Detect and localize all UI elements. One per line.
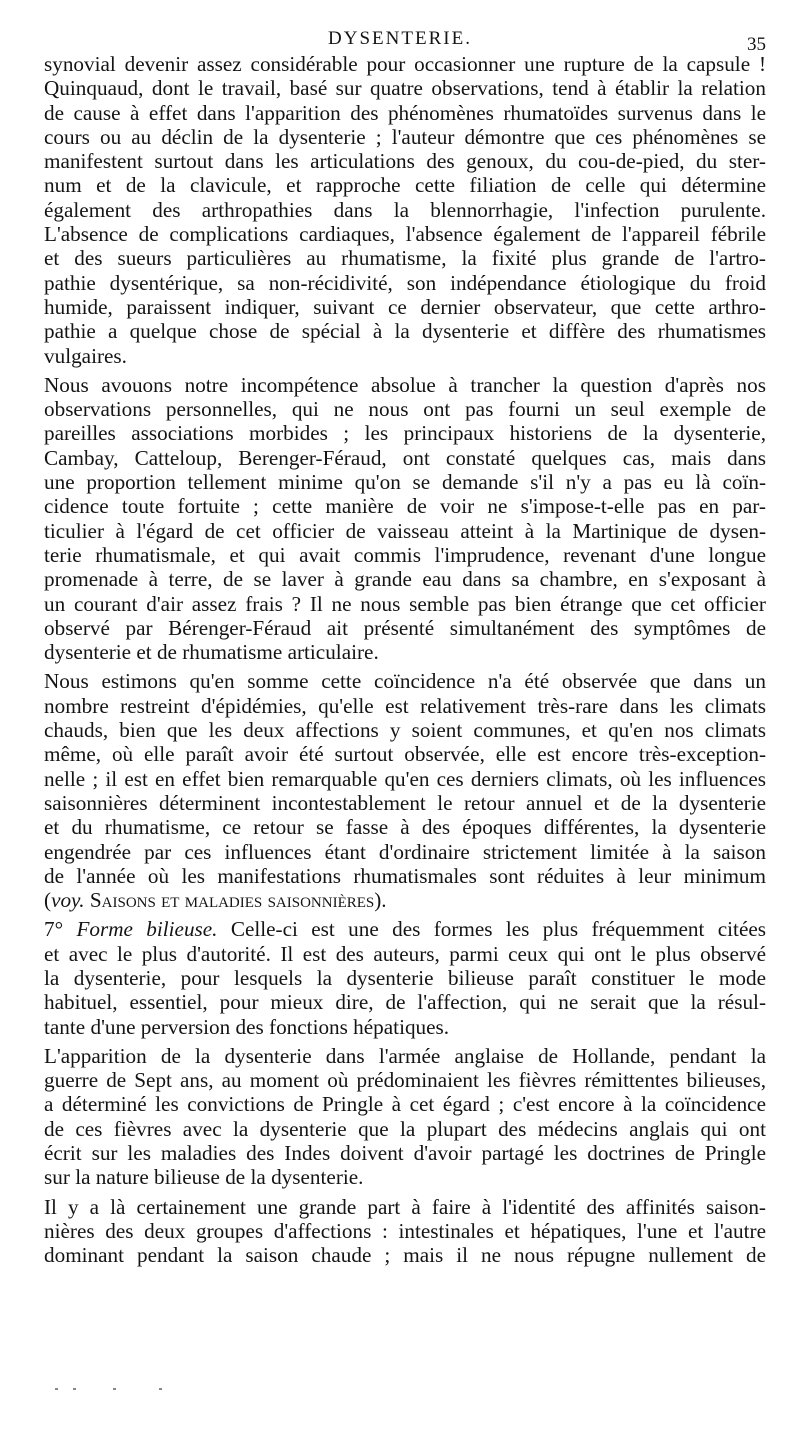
text-line: Nous estimons qu'en somme cette coïncidence n'a été observée que dans un xyxy=(44,669,766,694)
text-line: observations personnelles, qui ne nous ont pas fourni un seul exemple de xyxy=(44,397,766,422)
text-line: saisonnières déterminent incontestablement le retour annuel et de la dysenterie xyxy=(44,790,766,815)
page-number: 35 xyxy=(747,34,766,55)
text-line: également des arthropathies dans la blennorrhagie, l'infection purulente. xyxy=(44,197,766,222)
text-line: Quinquaud, dont le travail, basé sur quatre observations, tend à établir la relation xyxy=(44,76,766,101)
text-line: engendrée par ces influences étant d'ordinaire strictement limitée à la saison xyxy=(44,839,766,864)
section-number: 7° xyxy=(44,917,64,942)
text-line: même, où elle paraît avoir été surtout observée, elle est encore très-exception- xyxy=(44,742,766,767)
text-line: Cambay, Catteloup, Berenger-Féraud, ont constaté quelques cas, mais dans xyxy=(44,445,766,470)
text-line: promenade à terre, de se laver à grande eau dans sa chambre, en s'exposant à xyxy=(44,567,766,592)
text-line: de cause à effet dans l'apparition des phénomènes rhumatoïdes survenus dans le xyxy=(44,100,766,125)
text-line: dysenterie et de rhumatisme articulaire. xyxy=(44,640,379,665)
text-line: num et de la clavicule, et rapproche cette filiation de celle qui détermine xyxy=(44,173,766,198)
text-line: la dysenterie, pour lesquels la dysenterie bilieuse paraît constituer le mode xyxy=(44,965,766,990)
text-line: (voy. Saisons et maladies saisonnières). xyxy=(44,888,387,913)
page-header xyxy=(0,22,800,55)
text-line: écrit sur les maladies des Indes doivent d'avoir partagé les doctrines de Pringle xyxy=(44,1141,766,1166)
text-line: ticulier à l'égard de cet officier de vaisseau atteint à la Martinique de dysen- xyxy=(44,518,766,543)
text-line: terie rhumatismale, et qui avait commis l'imprudence, revenant d'une longue xyxy=(44,542,766,567)
text-line: et du rhumatisme, ce retour se fasse à des époques différentes, la dysenterie xyxy=(44,815,766,840)
text-line: manifestent surtout dans les articulations des genoux, du cou-de-pied, du ster- xyxy=(44,149,766,174)
cross-reference: Saisons et maladies saisonnières xyxy=(89,888,375,913)
text-line: guerre de Sept ans, au moment où prédominaient les fièvres rémittentes bilieuses, xyxy=(44,1068,766,1093)
text-line: L'apparition de la dysenterie dans l'armée anglaise de Hollande, pendant la xyxy=(44,1043,766,1068)
text-line: de ces fièvres avec la dysenterie que la plupart des médecins anglais qui ont xyxy=(44,1116,766,1141)
running-title: DYSENTERIE. xyxy=(328,28,472,49)
text-line: dominant pendant la saison chaude ; mais il ne nous répugne nullement de xyxy=(44,1243,766,1268)
text-line: a déterminé les convictions de Pringle à cet égard ; c'est encore à la coïncidence xyxy=(44,1092,766,1117)
body-text xyxy=(44,52,766,1268)
text-line: et des sueurs particulières au rhumatisme, la fixité plus grande de l'artro- xyxy=(44,246,766,271)
text-line: chauds, bien que les deux affections y soient communes, et qu'en nos climats xyxy=(44,718,766,743)
text-line: nombre restreint d'épidémies, qu'elle est relativement très-rare dans les climats xyxy=(44,693,766,718)
text-line: et avec le plus d'autorité. Il est des auteurs, parmi ceux qui ont le plus observé xyxy=(44,941,766,966)
text-line: pathie dysentérique, sa non-récidivité, son indépendance étiologique du froid xyxy=(44,270,766,295)
text-line: Il y a là certainement une grande part à faire à l'identité des affinités saison- xyxy=(44,1194,766,1219)
text-line: synovial devenir assez considérable pour occasionner une rupture de la capsule ! xyxy=(44,52,766,76)
text-line: nelle ; il est en effet bien remarquable qu'en ces derniers climats, où les influences xyxy=(44,766,766,791)
text-line: habituel, essentiel, pour mieux dire, de l'affection, qui ne serait que la résul- xyxy=(44,990,766,1015)
text-line: sur la nature bilieuse de la dysenterie. xyxy=(44,1165,364,1190)
text-line: cours ou au déclin de la dysenterie ; l'auteur démontre que ces phénomènes se xyxy=(44,124,766,149)
text-line: de l'année où les manifestations rhumatismales sont réduites à leur minimum xyxy=(44,863,766,888)
text-line: cidence toute fortuite ; cette manière de voir ne s'impose-t-elle pas en par- xyxy=(44,494,766,519)
text-line: vulgaires. xyxy=(44,343,127,368)
text-line: nières des deux groupes d'affections : intestinales et hépatiques, l'une et l'autre xyxy=(44,1218,766,1243)
text-line: pareilles associations morbides ; les principaux historiens de la dysenterie, xyxy=(44,421,766,446)
scan-specks xyxy=(55,1388,175,1394)
text-line: une proportion tellement minime qu'on se demande s'il n'y a pas eu là coïn- xyxy=(44,470,766,495)
section-heading-line xyxy=(44,917,766,941)
text-line: Nous avouons notre incompétence absolue à trancher la question d'après nos xyxy=(44,372,766,397)
text-line: humide, paraissent indiquer, suivant ce dernier observateur, que cette arthro- xyxy=(44,294,766,319)
text-line: un courant d'air assez frais ? Il ne nous semble pas bien étrange que cet officier xyxy=(44,591,766,616)
voy-abbrev: voy. xyxy=(51,888,85,913)
text-line: observé par Bérenger-Féraud ait présenté simultanément des symptômes de xyxy=(44,615,766,640)
section-text: Celle-ci est une des formes les plus fréquemment citées xyxy=(230,917,766,942)
text-line: tante d'une perversion des fonctions hépatiques. xyxy=(44,1014,450,1039)
text-line: pathie a quelque chose de spécial à la dysenterie et diffère des rhumatismes xyxy=(44,319,766,344)
section-title: Forme bilieuse. xyxy=(76,917,218,942)
text-line: L'absence de complications cardiaques, l'absence également de l'appareil fébrile xyxy=(44,222,766,247)
